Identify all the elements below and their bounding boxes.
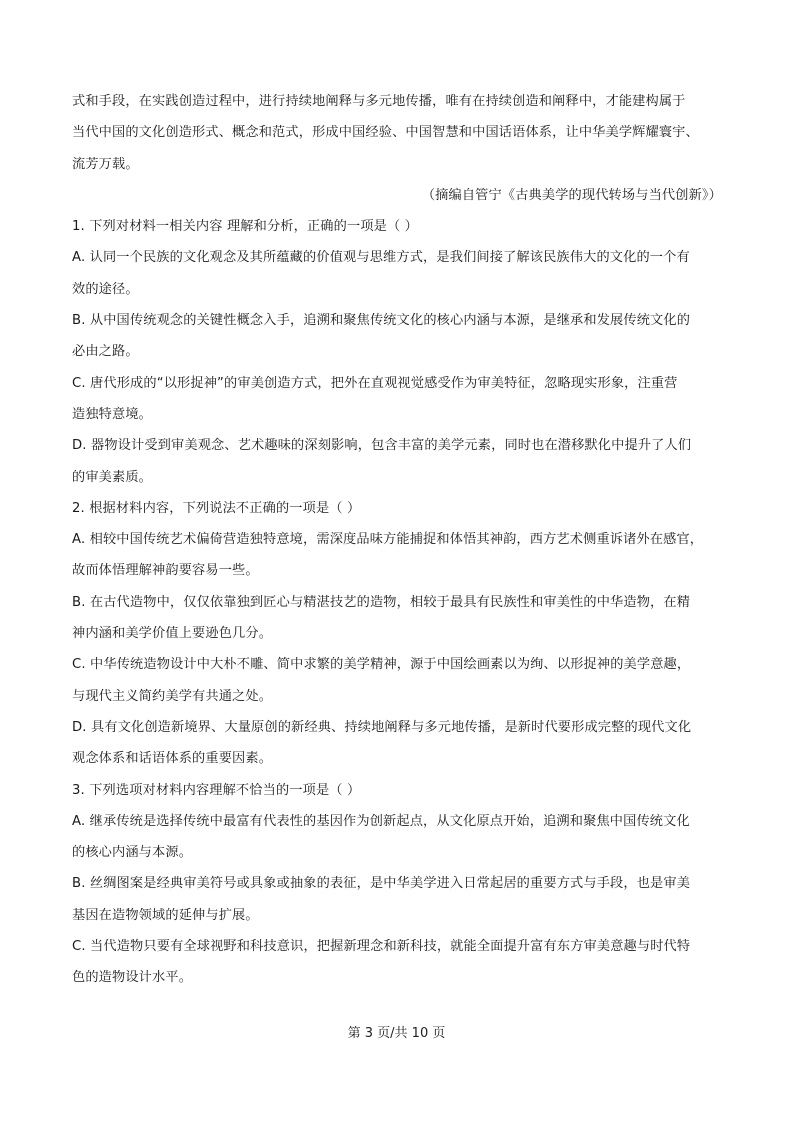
option-b (72, 305, 722, 368)
option-line: 色的造物设计水平。 (72, 970, 193, 986)
option-line: 观念体系和话语体系的重要因素。 (72, 751, 273, 767)
option-line: 必由之路。 (72, 344, 139, 360)
option-line: B. 丝绸图案是经典审美符号或具象或抽象的表征，是中华美学进入日常起居的重要方式与手段，也是审美 (72, 876, 691, 892)
option-line: 效的途径。 (72, 281, 139, 297)
question-stem: 2. 根据材料内容，下列说法不正确的一项是（ ） (72, 500, 361, 516)
option-line: B. 在古代造物中，仅仅依靠独到匠心与精湛技艺的造物，相较于最具有民族性和审美性的中华造物，在精 (72, 594, 691, 610)
option-a (72, 806, 722, 869)
option-d (72, 712, 722, 775)
option-c (72, 368, 722, 431)
option-line: C. 唐代形成的“以形捉神”的审美创造方式，把外在直观视觉感受作为审美特征，忽略现实形象，注重营 (72, 375, 678, 391)
question-stem: 3. 下列选项对材料内容理解不恰当的一项是（ ） (72, 782, 361, 798)
option-line: 的审美素质。 (72, 469, 153, 485)
option-b (72, 587, 722, 650)
question-1 (72, 211, 722, 493)
option-line: C. 当代造物只要有全球视野和科技意识，把握新理念和新科技，就能全面提升富有东方审美意趣与时代特 (72, 939, 691, 955)
option-b (72, 868, 722, 931)
option-line: 造独特意境。 (72, 406, 153, 422)
option-line: 与现代主义简约美学有共通之处。 (72, 688, 273, 704)
intro-paragraph (72, 86, 722, 180)
option-line: B. 从中国传统观念的关键性概念入手，追溯和聚焦传统文化的核心内涵与本源，是继承和发展传统文化的 (72, 313, 691, 329)
option-line: A. 相较中国传统艺术偏倚营造独特意境，需深度品味方能捕捉和体悟其神韵，西方艺术侧重诉诸外在感官， (72, 532, 704, 548)
page-footer: 第 3 页/共 10 页 (347, 1026, 446, 1041)
option-line: A. 认同一个民族的文化观念及其所蕴藏的价值观与思维方式，是我们间接了解该民族伟大的文化的一个有 (72, 250, 690, 266)
option-d (72, 430, 722, 493)
option-line: 故而体悟理解神韵要容易一些。 (72, 563, 259, 579)
question-2 (72, 493, 722, 775)
option-line: C. 中华传统造物设计中大朴不雕、简中求繁的美学精神，源于中国绘画素以为绚、以形捉神的美学意趣， (72, 657, 691, 673)
option-a (72, 242, 722, 305)
page-body (72, 86, 722, 994)
text-line: 式和手段，在实践创造过程中，进行持续地阐释与多元地传播，唯有在持续创造和阐释中，才能建构属于 (72, 94, 686, 109)
question-stem: 1. 下列对材料一相关内容 理解和分析，正确的一项是（ ） (72, 219, 419, 235)
option-line: D. 器物设计受到审美观念、艺术趣味的深刻影响，包含丰富的美学元素，同时也在潜移默化中提升了人们 (72, 438, 692, 454)
text-line: 流芳万载。 (72, 156, 139, 172)
option-line: A. 继承传统是选择传统中最富有代表性的基因作为创新起点，从文化原点开始，追溯和聚焦中国传统文化 (72, 813, 690, 829)
option-a (72, 524, 722, 587)
option-line: D. 具有文化创造新境界、大量原创的新经典、持续地阐释与多元地传播，是新时代要形成完整的现代文化 (72, 719, 692, 735)
option-c (72, 931, 722, 994)
source-note: （摘编自管宁《古典美学的现代转场与当代创新》） (421, 187, 722, 203)
option-c (72, 649, 722, 712)
option-line: 的核心内涵与本源。 (72, 845, 193, 861)
option-line: 基因在造物领域的延伸与扩展。 (72, 907, 259, 923)
option-line: 神内涵和美学价值上要逊色几分。 (72, 626, 273, 642)
question-3 (72, 775, 722, 994)
text-line: 当代中国的文化创造形式、概念和范式，形成中国经验、中国智慧和中国话语体系，让中华美学辉耀寰宇、 (72, 125, 699, 141)
